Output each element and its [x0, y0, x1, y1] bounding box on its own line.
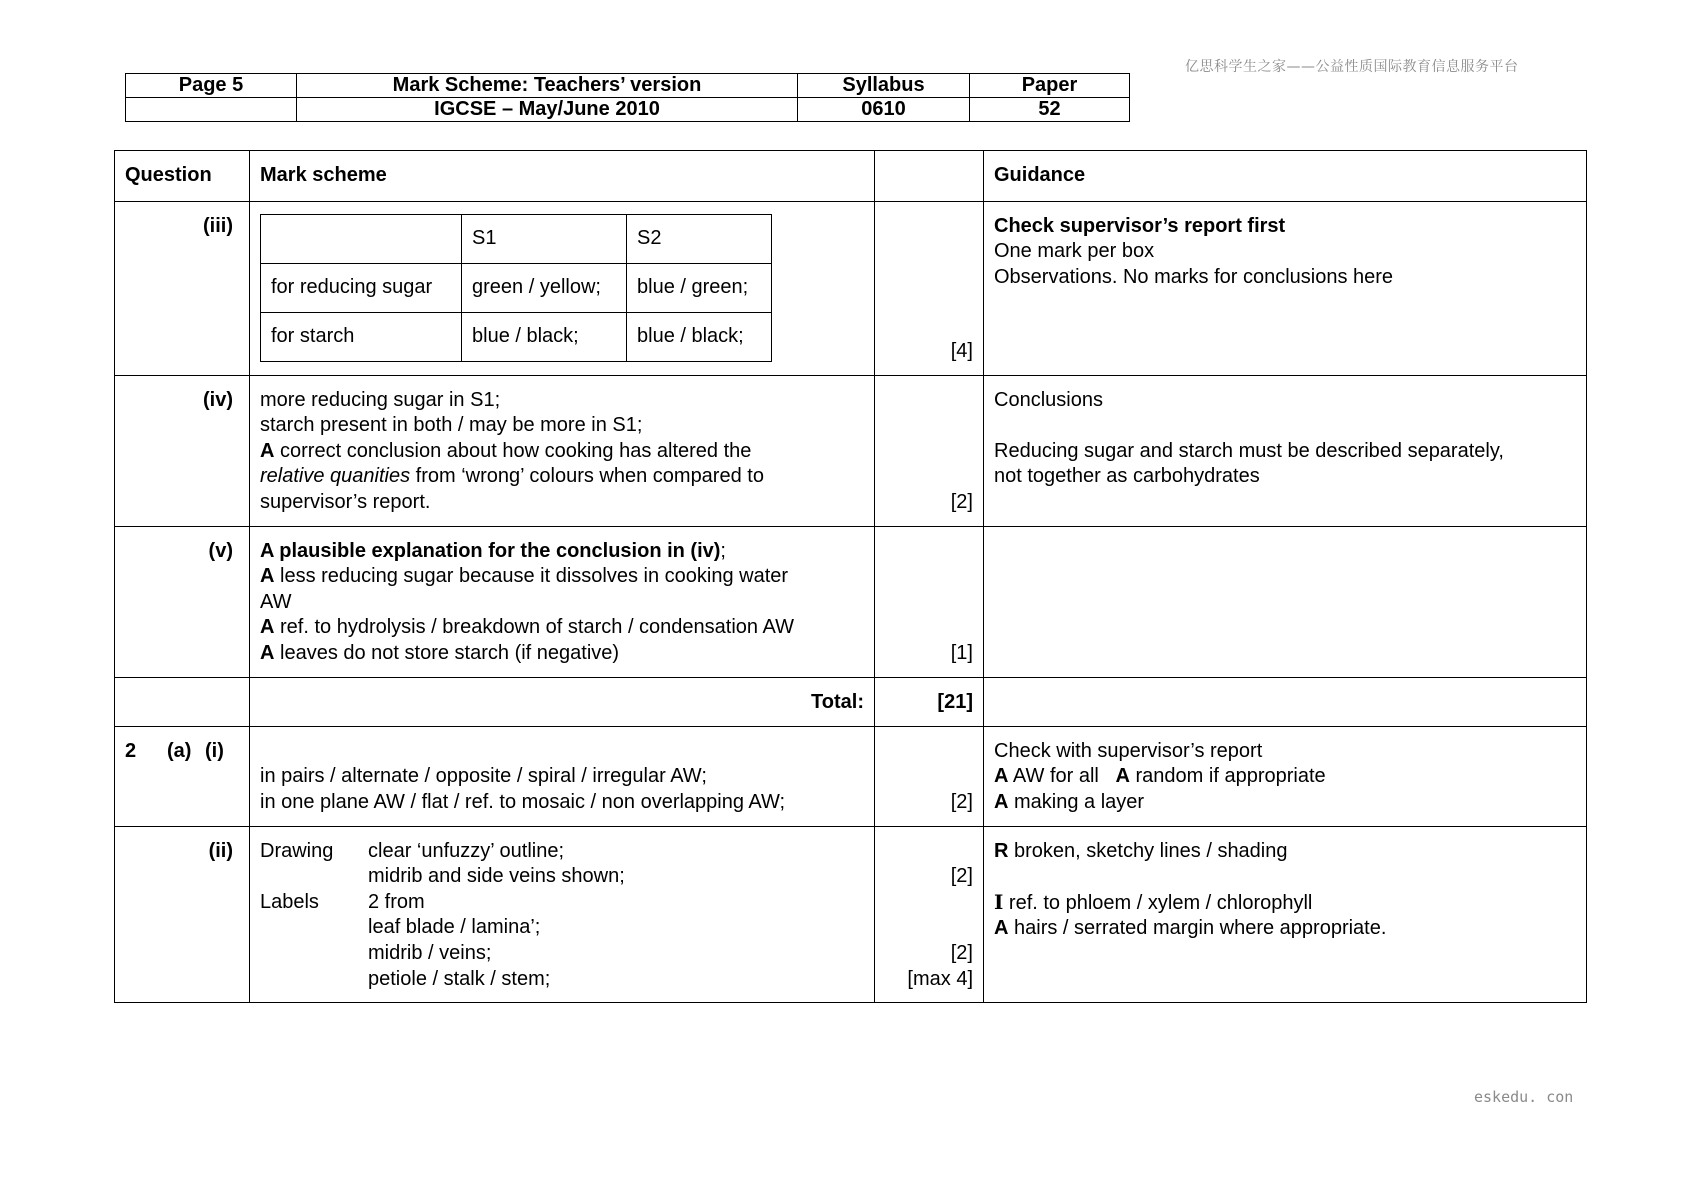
answer-line: AW	[260, 590, 292, 613]
guidance-line	[994, 839, 1576, 865]
observation-cell: green / yellow;	[462, 263, 627, 312]
observation-row-sugar	[261, 263, 772, 312]
mark-scheme-cell	[250, 726, 875, 826]
guidance-line: not together as carbohydrates	[994, 465, 1260, 488]
answer-line: midrib and side veins shown;	[368, 865, 625, 888]
column-header-row	[115, 151, 1587, 202]
observation-head-s2: S2	[627, 214, 772, 263]
question-part: (a)	[167, 739, 192, 762]
drawing-label: Drawing	[260, 839, 334, 862]
accept-marker: A	[260, 616, 275, 639]
header-exam: IGCSE – May/June 2010	[297, 98, 798, 122]
ignore-marker: I	[994, 889, 1004, 914]
answer-text: ref. to hydrolysis / breakdown of starch / condensation AW	[274, 616, 794, 639]
empty-cell	[984, 677, 1587, 726]
guidance-line	[994, 916, 1576, 942]
guidance-text: making a layer	[1008, 790, 1145, 813]
answer-line: more reducing sugar in S1;	[260, 388, 501, 411]
marks-labels: [2]	[950, 941, 973, 964]
answer-text: from ‘wrong’ colours when compared to	[410, 465, 764, 488]
mark-scheme-cell	[250, 826, 875, 1003]
guidance-text: AW for all	[1008, 765, 1099, 788]
answer-line: clear ‘unfuzzy’ outline;	[368, 839, 565, 862]
header-table	[125, 73, 1130, 122]
guidance-line: Observations. No marks for conclusions here	[994, 265, 1394, 288]
question-label: (iv)	[115, 375, 250, 526]
row-2a-ii	[115, 826, 1587, 1003]
marks-cell: [1]	[875, 526, 984, 677]
marks-cell: [2]	[875, 375, 984, 526]
observation-cell: for reducing sugar	[261, 263, 462, 312]
row-total	[115, 677, 1587, 726]
answer-line: in pairs / alternate / opposite / spiral / irregular AW;	[260, 765, 707, 788]
marks-max: [max 4]	[907, 967, 973, 990]
answer-line: leaf blade / lamina’;	[368, 916, 541, 939]
guidance-cell	[984, 526, 1587, 677]
reject-marker: R	[994, 839, 1009, 862]
watermark-top: 亿思科学生之家——公益性质国际教育信息服务平台	[1185, 59, 1519, 75]
guidance-text: ref. to phloem / xylem / chlorophyll	[1003, 891, 1313, 914]
header-paper-label: Paper	[970, 74, 1130, 98]
question-sub: (i)	[205, 739, 224, 762]
observation-head-row	[261, 214, 772, 263]
header-syllabus-code: 0610	[798, 98, 970, 122]
col-guidance: Guidance	[984, 151, 1587, 202]
answer-text: leaves do not store starch (if negative)	[274, 641, 620, 664]
mark-scheme-cell	[250, 201, 875, 375]
answer-line	[260, 615, 864, 641]
empty-cell	[115, 677, 250, 726]
observation-table	[260, 214, 772, 362]
answer-line	[260, 564, 864, 590]
accept-marker: A	[994, 790, 1009, 813]
observation-cell: blue / green;	[627, 263, 772, 312]
marks-cell: [2]	[875, 726, 984, 826]
guidance-line: One mark per box	[994, 240, 1155, 263]
question-label: (ii)	[115, 826, 250, 1003]
accept-marker: A	[260, 641, 275, 664]
guidance-text: hairs / serrated margin where appropriate.	[1008, 917, 1387, 940]
mark-scheme-table	[114, 150, 1587, 1003]
col-question: Question	[115, 151, 250, 202]
answer-line	[260, 464, 864, 490]
answer-line	[260, 539, 864, 565]
observation-cell: for starch	[261, 312, 462, 361]
watermark-bottom: eskedu. con	[1474, 1088, 1574, 1106]
observation-row-starch	[261, 312, 772, 361]
answer-line: 2 from	[368, 890, 425, 913]
row-iii	[115, 201, 1587, 375]
italic-text: relative quanities	[260, 465, 411, 488]
header-row-2	[126, 98, 1130, 122]
question-label: (v)	[115, 526, 250, 677]
answer-line: in one plane AW / flat / ref. to mosaic / non overlapping AW;	[260, 790, 786, 813]
observation-head-blank	[261, 214, 462, 263]
guidance-cell	[984, 375, 1587, 526]
observation-cell: blue / black;	[462, 312, 627, 361]
header-page: Page 5	[126, 74, 297, 98]
header-empty	[126, 98, 297, 122]
accept-marker: A	[994, 765, 1009, 788]
question-label: (iii)	[115, 201, 250, 375]
col-mark-scheme: Mark scheme	[250, 151, 875, 202]
answer-line	[260, 439, 864, 465]
row-2a-i	[115, 726, 1587, 826]
answer-text: less reducing sugar because it dissolves in cooking water	[274, 565, 789, 588]
accept-marker: A	[260, 565, 275, 588]
accept-marker: A	[994, 917, 1009, 940]
guidance-text: broken, sketchy lines / shading	[1008, 839, 1288, 862]
accept-marker: A	[1115, 765, 1130, 788]
row-v	[115, 526, 1587, 677]
guidance-cell	[984, 201, 1587, 375]
mark-scheme-cell	[250, 526, 875, 677]
answer-line: petiole / stalk / stem;	[368, 967, 551, 990]
marks-cell: [4]	[875, 201, 984, 375]
guidance-cell	[984, 726, 1587, 826]
answer-line: midrib / veins;	[368, 941, 492, 964]
guidance-line: Conclusions	[994, 388, 1103, 411]
answer-text: ;	[720, 539, 726, 562]
answer-bold: A plausible explanation for the conclusion in (iv)	[260, 539, 721, 562]
header-paper-number: 52	[970, 98, 1130, 122]
answer-line	[260, 641, 864, 667]
accept-marker: A	[260, 439, 275, 462]
total-label: Total:	[250, 677, 875, 726]
header-title: Mark Scheme: Teachers’ version	[297, 74, 798, 98]
guidance-cell	[984, 826, 1587, 1003]
total-marks: [21]	[875, 677, 984, 726]
header-row-1	[126, 74, 1130, 98]
header-syllabus-label: Syllabus	[798, 74, 970, 98]
row-iv	[115, 375, 1587, 526]
guidance-line	[994, 764, 1576, 790]
guidance-text: random if appropriate	[1129, 765, 1326, 788]
question-number: 2	[125, 739, 137, 762]
mark-scheme-cell	[250, 375, 875, 526]
guidance-line: Check with supervisor’s report	[994, 739, 1263, 762]
guidance-line: Reducing sugar and starch must be described separately,	[994, 439, 1504, 462]
answer-line: supervisor’s report.	[260, 490, 431, 513]
answer-text: correct conclusion about how cooking has altered the	[274, 439, 752, 462]
labels-label: Labels	[260, 890, 319, 913]
guidance-line	[994, 790, 1576, 816]
observation-head-s1: S1	[462, 214, 627, 263]
guidance-line	[994, 890, 1576, 917]
marks-drawing: [2]	[950, 865, 973, 888]
answer-line: starch present in both / may be more in S1;	[260, 414, 643, 437]
col-marks	[875, 151, 984, 202]
question-label	[115, 726, 250, 826]
observation-cell: blue / black;	[627, 312, 772, 361]
marks-cell	[875, 826, 984, 1003]
guidance-bold: Check supervisor’s report first	[994, 214, 1286, 237]
